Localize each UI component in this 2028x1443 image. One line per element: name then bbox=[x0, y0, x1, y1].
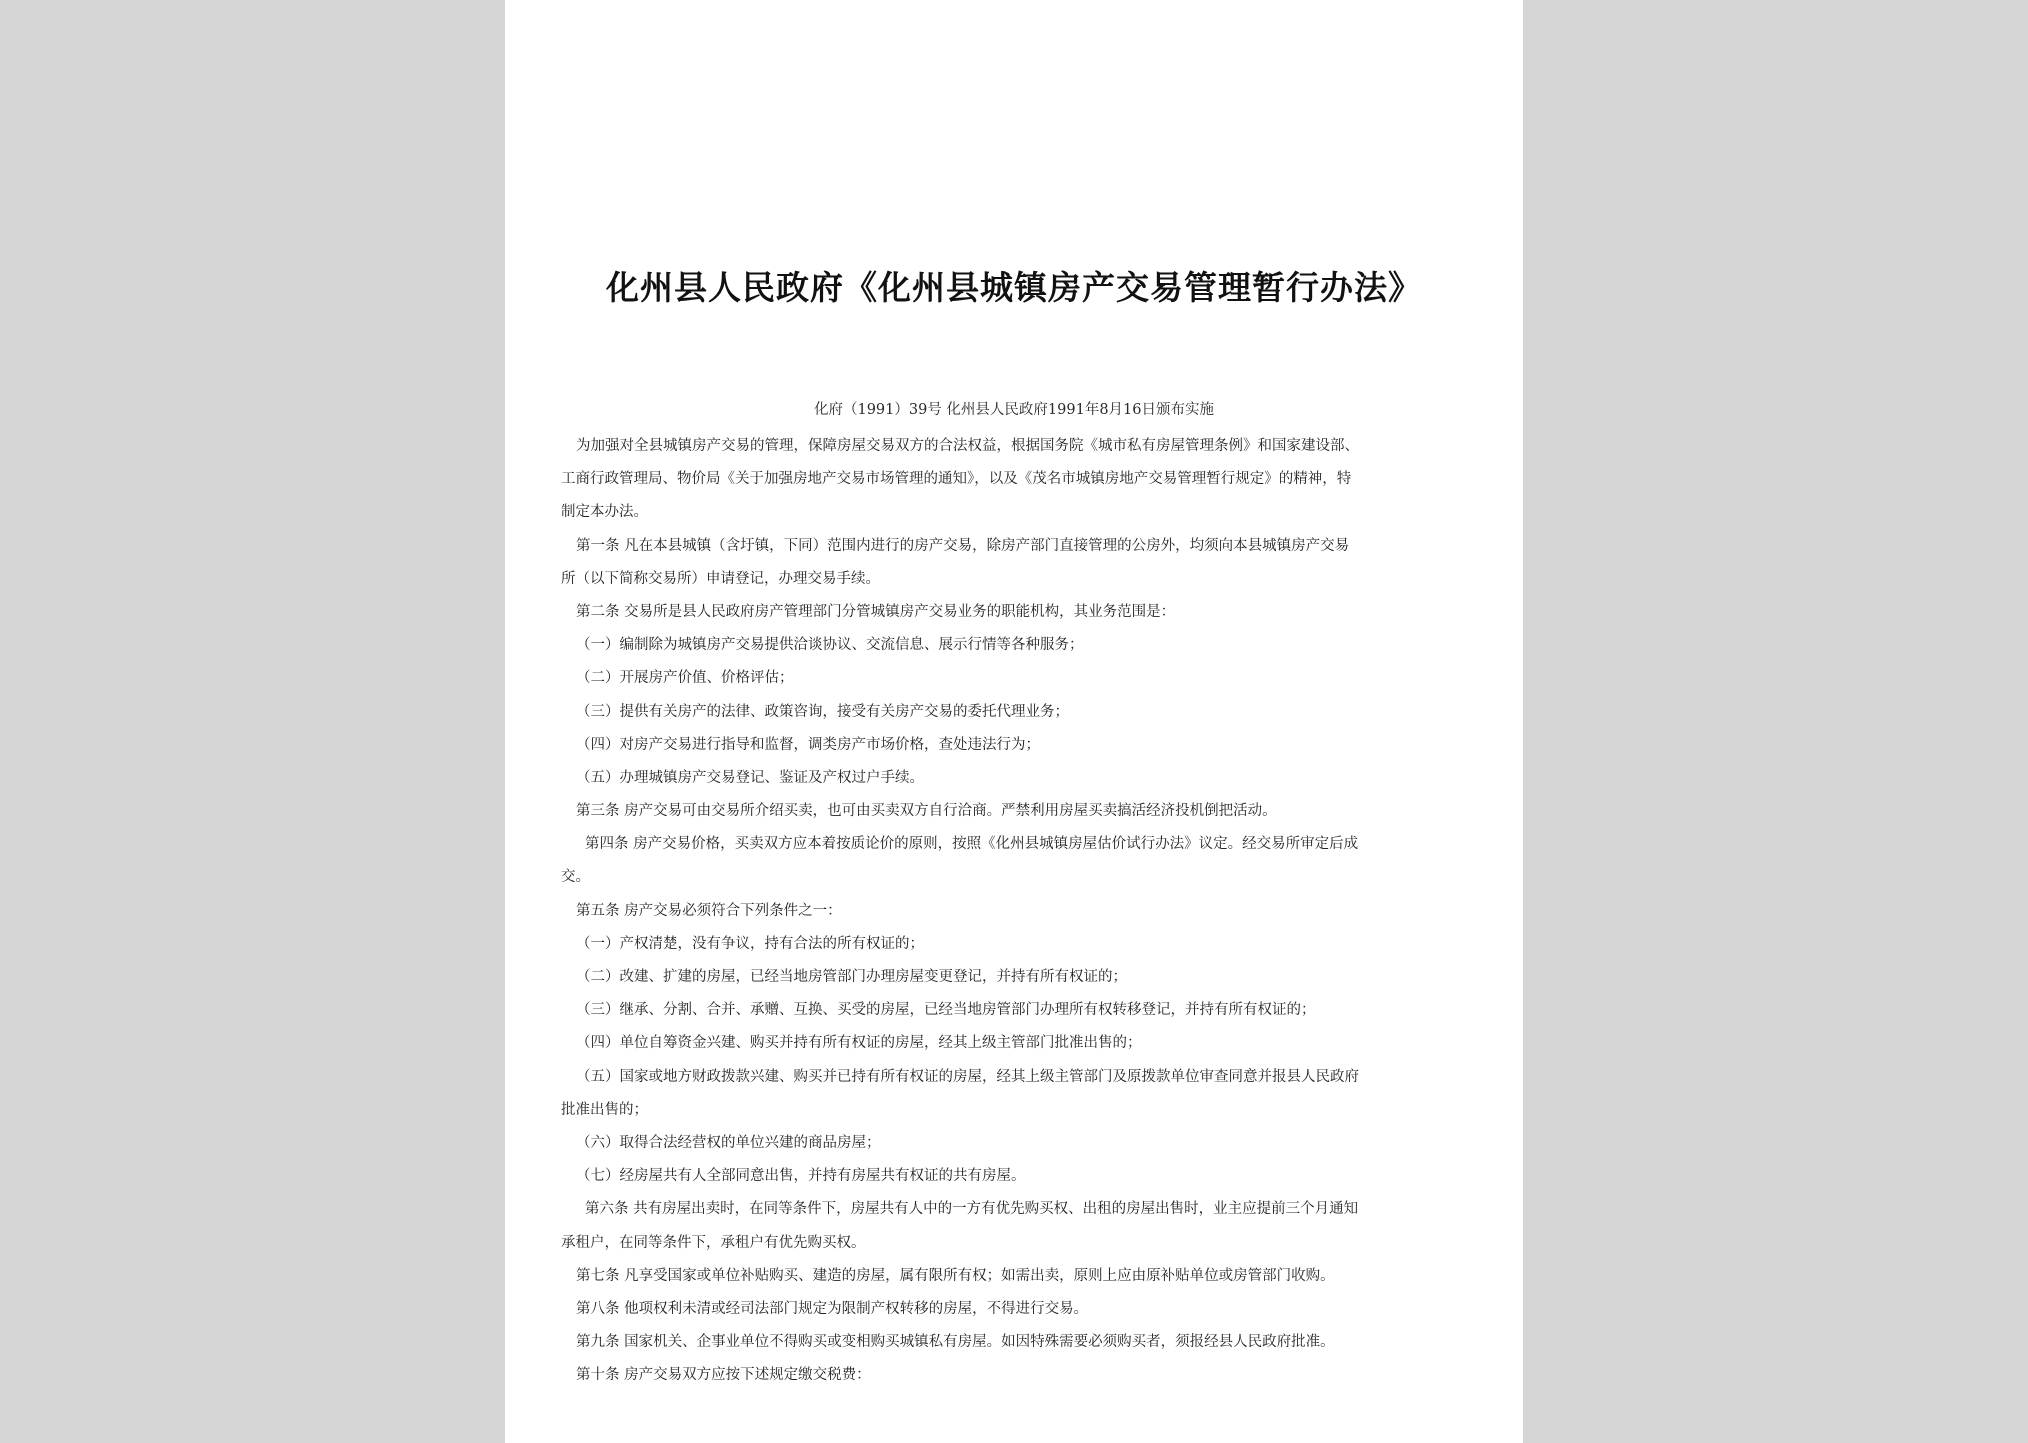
text-line: 第五条 房产交易必须符合下列条件之一： bbox=[576, 902, 842, 919]
text-line: 第九条 国家机关、企事业单位不得购买或变相购买城镇私有房屋。如因特殊需要必须购买者，须报经县人民政府批准。 bbox=[576, 1334, 1335, 1351]
text-line: （二）开展房产价值、价格评估； bbox=[576, 670, 794, 687]
text-line: 第七条 凡享受国家或单位补贴购买、建造的房屋，属有限所有权；如需出卖，原则上应由原补贴单位或房管部门收购。 bbox=[576, 1267, 1335, 1284]
text-line: 批准出售的； bbox=[561, 1101, 648, 1118]
text-line: 第八条 他项权利未清或经司法部门规定为限制产权转移的房屋，不得进行交易。 bbox=[576, 1300, 1089, 1317]
text-line: 第三条 房产交易可由交易所介绍买卖，也可由买卖双方自行洽商。严禁利用房屋买卖搞活经济投机倒把活动。 bbox=[576, 803, 1277, 820]
text-line: （三）继承、分割、合并、承赠、互换、买受的房屋，已经当地房管部门办理所有权转移登记，并持有所有权证的； bbox=[576, 1002, 1316, 1019]
text-line: 工商行政管理局、物价局《关于加强房地产交易市场管理的通知》，以及《茂名市城镇房地产交易管理暂行规定》的精神，特 bbox=[561, 471, 1352, 488]
text-line: 第一条 凡在本县城镇（含圩镇，下同）范围内进行的房产交易，除房产部门直接管理的公房外，均须向本县城镇房产交易 bbox=[576, 537, 1350, 554]
text-line: （五）国家或地方财政拨款兴建、购买并已持有所有权证的房屋，经其上级主管部门及原拨款单位审查同意并报县人民政府 bbox=[576, 1068, 1359, 1085]
text-line: 制定本办法。 bbox=[561, 504, 648, 521]
text-line: （三）提供有关房产的法律、政策咨询，接受有关房产交易的委托代理业务； bbox=[576, 703, 1069, 720]
text-line: 第四条 房产交易价格，买卖双方应本着按质论价的原则，按照《化州县城镇房屋估价试行办法》议定。经交易所审定后成 bbox=[585, 836, 1359, 853]
text-line: 所（以下简称交易所）申请登记，办理交易手续。 bbox=[561, 570, 880, 587]
text-line: （六）取得合法经营权的单位兴建的商品房屋； bbox=[576, 1134, 881, 1151]
text-line: （七）经房屋共有人全部同意出售，并持有房屋共有权证的共有房屋。 bbox=[576, 1168, 1026, 1185]
document-meta: 化府（1991）39号 化州县人民政府1991年8月16日颁布实施 bbox=[813, 402, 1215, 418]
document-page bbox=[505, 0, 1523, 1443]
text-line: 为加强对全县城镇房产交易的管理，保障房屋交易双方的合法权益，根据国务院《城市私有房屋管理条例》和国家建设部、 bbox=[576, 438, 1359, 454]
text-line: 承租户，在同等条件下，承租户有优先购买权。 bbox=[561, 1234, 866, 1251]
text-line: （一）编制除为城镇房产交易提供洽谈协议、交流信息、展示行情等各种服务； bbox=[576, 637, 1084, 654]
document-body bbox=[561, 430, 1473, 1392]
text-line: （四）对房产交易进行指导和监督，调类房产市场价格，查处违法行为； bbox=[576, 736, 1040, 753]
document-title: 化州县人民政府《化州县城镇房产交易管理暂行办法》 bbox=[606, 268, 1422, 307]
text-line: 第六条 共有房屋出卖时，在同等条件下，房屋共有人中的一方有优先购买权、出租的房屋出售时，业主应提前三个月通知 bbox=[585, 1201, 1359, 1218]
text-line: （二）改建、扩建的房屋，已经当地房管部门办理房屋变更登记，并持有所有权证的； bbox=[576, 969, 1127, 985]
text-line: （五）办理城镇房产交易登记、鉴证及产权过户手续。 bbox=[576, 769, 924, 786]
text-line: 第十条 房产交易双方应按下述规定缴交税费： bbox=[576, 1367, 871, 1384]
text-line: （一）产权清楚，没有争议，持有合法的所有权证的； bbox=[576, 935, 924, 952]
text-line: 交。 bbox=[561, 869, 590, 886]
text-line: （四）单位自筹资金兴建、购买并持有所有权证的房屋，经其上级主管部门批准出售的； bbox=[576, 1035, 1142, 1052]
text-line: 第二条 交易所是县人民政府房产管理部门分管城镇房产交易业务的职能机构，其业务范围是： bbox=[576, 603, 1176, 620]
